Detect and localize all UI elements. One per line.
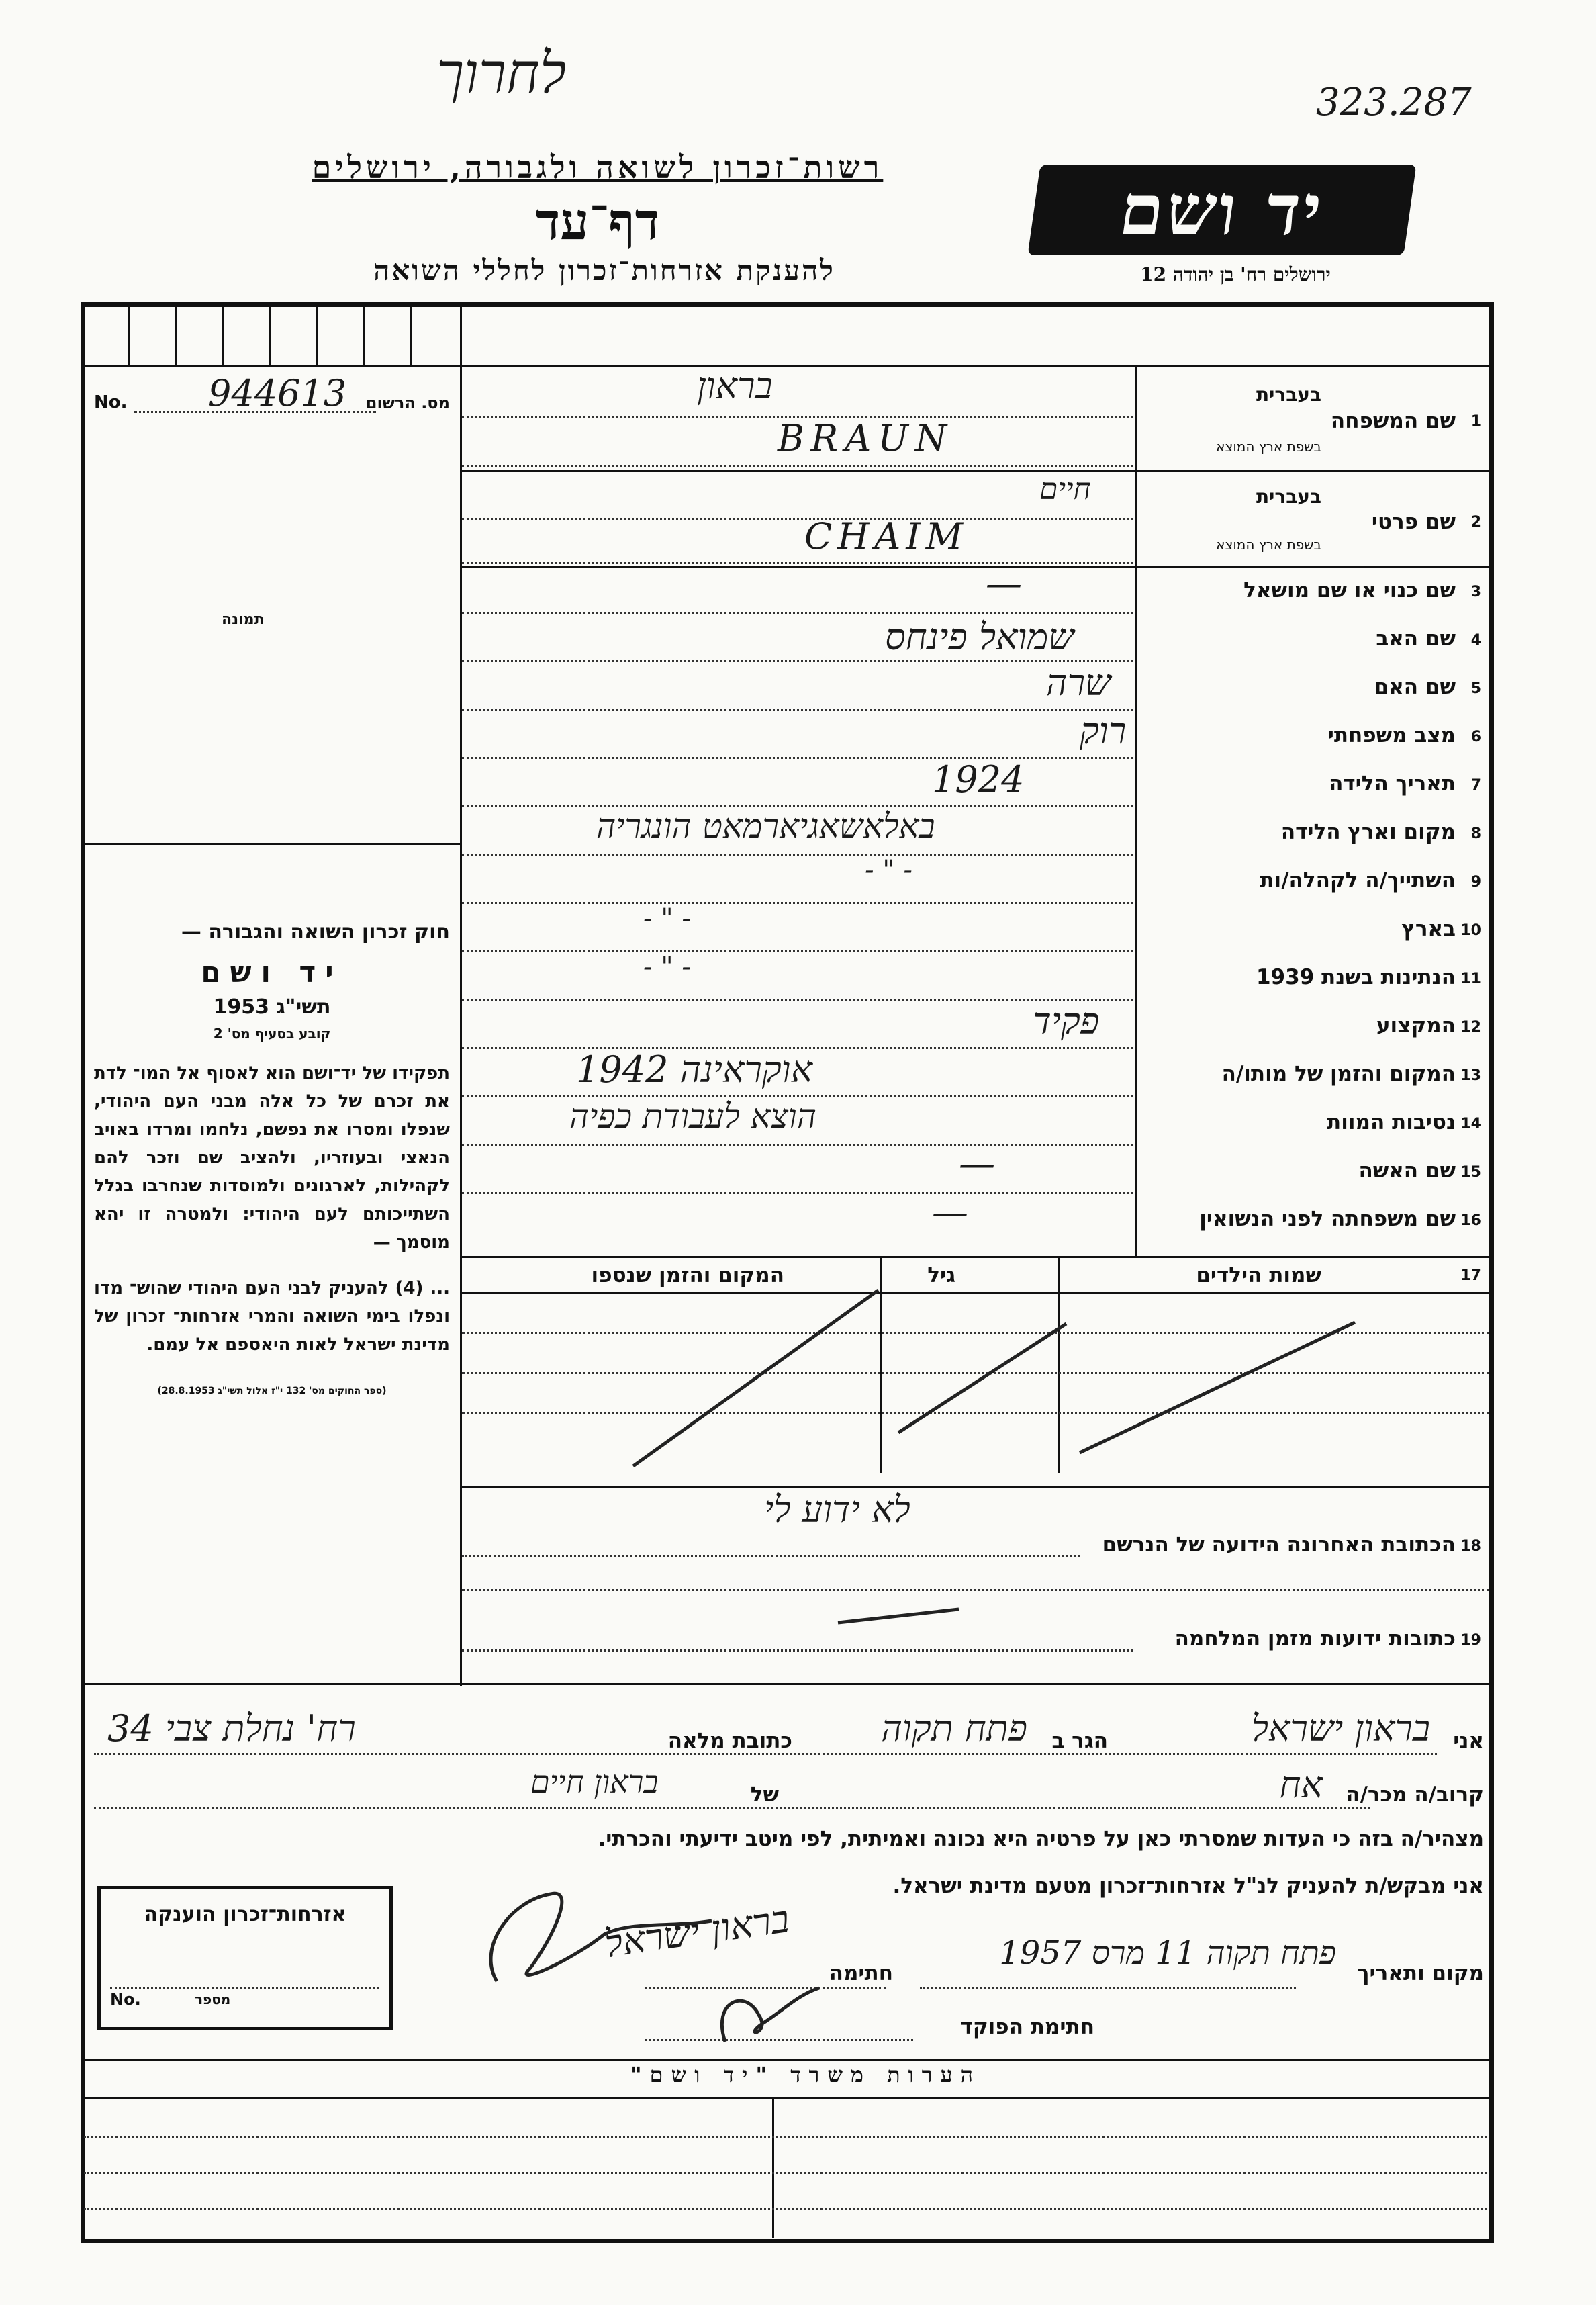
field-value-hebrew: חיים (1039, 472, 1091, 506)
signature-value: בראון ישראל (602, 1897, 792, 1967)
field-row-4: 4 שם האב שמואל פינחס (462, 616, 1489, 664)
divider (175, 302, 177, 365)
field-value: - " - (865, 855, 912, 886)
field-value: הוצא לעבודת כפיה (569, 1097, 816, 1136)
registration-label: מס. הרשום (365, 394, 450, 412)
field-label: מצב משפחתי (1327, 723, 1456, 748)
field-sublabel-hebrew: בעברית (1256, 486, 1321, 508)
children-table: 17 שמות הילדים גיל המקום והזמן שנספו (462, 1258, 1489, 1473)
war-addresses-dash (462, 1488, 1489, 1683)
law-paragraph-2: ... (4) להעניק לבני העם היהודי שהוש־ מדו ונפלו בימי השואה והמרי אזרחות־ זכרון של מדינת ישראל לאות היאספם אל עמם. (94, 1278, 450, 1355)
field-row-5: 5 שם האם שרה (462, 664, 1489, 713)
field-row-8: 8 מקום וארץ הלידה באלאשאגיארמאט הונגריה (462, 809, 1489, 858)
field-row-15: 15 שם האשה — (462, 1148, 1489, 1196)
field-label: השתייך/ה לקהלה/ות (1260, 868, 1456, 893)
field-row-13: 13 המקום והזמן של מותו/ה אוקראינה 1942 (462, 1051, 1489, 1099)
field-value: רוק (1080, 710, 1127, 752)
field-row-1: 1 שם המשפחה בעברית בשפת ארץ המוצא בראון BRAUN (462, 365, 1489, 472)
declaration-line-1 (94, 1707, 1484, 1760)
field-value: שמואל פינחס (885, 616, 1074, 658)
place-date-label: מקום ותאריך (1357, 1961, 1484, 1985)
field-label: נסיבות המוות (1327, 1110, 1456, 1134)
of-label: של (750, 1782, 779, 1807)
memorial-box (97, 1886, 393, 2030)
authority-title: רשות־זכרון לשואה ולגבורה, ירושלים (312, 149, 884, 185)
field-label: הנתינות בשנת 1939 (1256, 965, 1456, 989)
declaration-statement-2: אני מבקש/ת להעניק לנ"ל אזרחות־זכרון מטעם מדינת ישראל. (892, 1874, 1484, 1898)
officer-signature-label: חתימת הפוקד (960, 2015, 1094, 2039)
field-value: פקיד (1033, 1000, 1100, 1042)
children-place-header: המקום והזמן שנספו (591, 1263, 784, 1287)
field-label: שם האשה (1358, 1159, 1456, 1183)
field-label: תאריך הלידה (1329, 772, 1456, 796)
field-row-11: 11 הנתינות בשנת 1939 - " - (462, 954, 1489, 1003)
children-age-header: גיל (927, 1263, 955, 1287)
divider (269, 302, 271, 365)
children-names-header: שמות הילדים (1196, 1263, 1321, 1287)
law-year-hebrew: תשי"ג (276, 995, 331, 1019)
field-row-3: 3 שם כנוי או שם מושאל — (462, 568, 1489, 616)
signature-label: חתימה (829, 1961, 893, 1985)
yad-vashem-logo (1028, 165, 1417, 255)
field-value: — (986, 562, 1022, 604)
declarant-signature-flourish (470, 1881, 752, 1995)
field-label: שם האב (1376, 627, 1456, 651)
field-sublabel-origin: בשפת ארץ המוצא (1216, 537, 1321, 553)
law-title: חוק זכרון השואה והגבורה — (181, 920, 450, 944)
field-label: המקצוע (1376, 1013, 1456, 1038)
field-value-latin: CHAIM (804, 515, 969, 557)
law-year: 1953 (213, 995, 269, 1019)
field-label: שם המשפחה (1330, 409, 1456, 433)
field-value: - " - (643, 952, 691, 983)
field-sublabel-origin: בשפת ארץ המוצא (1216, 439, 1321, 455)
field-sublabel-hebrew: בעברית (1256, 383, 1321, 406)
place-date-value: פתח תקוה 11 מרס 1957 (999, 1934, 1336, 1972)
field-value: שרה (1046, 662, 1111, 704)
field-value: באלאשאגיארמאט הונגריה (596, 807, 935, 846)
field-value-hebrew: בראון (697, 365, 773, 407)
archive-number: 323.287 (1316, 81, 1472, 124)
law-clause: קובע בסעיף מס' 2 (213, 1026, 331, 1042)
field-value: אוקראינה 1942 (576, 1048, 813, 1091)
field-label: בארץ (1401, 917, 1456, 941)
logo-address: ירושלים רח' בן יהודה 12 (1140, 263, 1331, 285)
law-sidebar (94, 920, 450, 1396)
full-address-label: כתובת מלאה (667, 1729, 792, 1753)
field-row-7: 7 תאריך הלידה 1924 (462, 761, 1489, 809)
memorial-no-label: No. (110, 1990, 141, 2009)
divider (316, 302, 318, 365)
field-label: שם האם (1374, 675, 1456, 699)
full-address-value: רח' נחלת צבי 34 (107, 1707, 356, 1750)
memorial-box-title: אזרחות־זכרון הוענקה (144, 1903, 346, 1926)
field-label: המקום והזמן של מותו/ה (1221, 1062, 1456, 1086)
last-address-label: הכתובת האחרונה הידועה של הנרשם (1102, 1533, 1456, 1557)
field-value: - " - (643, 903, 691, 934)
divider (772, 2097, 774, 2238)
relative-label: קרוב/ה מכר/ה (1346, 1782, 1484, 1807)
resides-label: הגר ב (1051, 1729, 1108, 1753)
handwritten-mark: לחרוך (436, 40, 567, 106)
field-row-14: 14 נסיבות המוות הוצא לעבודת כפיה (462, 1099, 1489, 1148)
resides-value: פתח תקוה (881, 1707, 1027, 1750)
field-value: — (932, 1191, 968, 1233)
divider (410, 302, 412, 365)
declarant-name: בראון ישראל (1251, 1707, 1430, 1750)
divider (128, 302, 130, 365)
divider (363, 302, 365, 365)
field-value-latin: BRAUN (778, 417, 954, 459)
law-citation: (ספר החוקים מס' 132 י"ז אלול תשי"ג 28.8.1953) (157, 1386, 387, 1396)
law-paragraph-1: תפקידו של יד־ושם הוא לאסוף אל המו־ לדת את זכרם של כל אלה מבני העם היהודי, שנפלו ומסרו את נפשם, נלחמו ומרדו באויב הנאצי ובעוזריו, ולהציב שם וזכר להם לקהילות, לארגונים ולמוסדות שנחרבו בגלל השתייכותם לעם היהודי: ולמטרה זו יהא מוסמך — (94, 1063, 450, 1253)
remarks-title: הערות משרד "יד ושם" (630, 2062, 982, 2087)
field-row-6: 6 מצב משפחתי רוק (462, 713, 1489, 761)
form-subtitle: להענקת אזרחות־זכרון לחללי השואה (373, 254, 835, 287)
law-name: יד ושם (201, 956, 343, 989)
divider (222, 302, 224, 365)
no-label: No. (94, 392, 128, 412)
war-addresses-label: כתובות ידועות מזמן המלחמה (1174, 1627, 1456, 1651)
relative-value: אח (1279, 1764, 1323, 1806)
children-strikethrough (462, 1258, 1489, 1473)
field-label: שם פרטי (1371, 510, 1456, 534)
field-value: 1924 (932, 758, 1025, 801)
declaration-i-label: אני (1453, 1729, 1484, 1753)
field-label: שם כנוי או שם מושאל (1243, 578, 1456, 602)
form-title: דף־עד (535, 191, 660, 251)
field-row-10: 10 בארץ - " - (462, 906, 1489, 954)
field-row-16: 16 שם משפחתה לפני הנשואין — (932, 1191, 1481, 1233)
field-label: מקום וארץ הלידה (1280, 820, 1456, 844)
registration-line (94, 372, 450, 416)
field-value: — (959, 1142, 995, 1185)
logo-text: יד ושם (1115, 169, 1329, 251)
declaration-statement-1: מצהיר/ה בזה כי העדות שמסרתי כאן על פרטיה היא נכונה ואמיתית, לפי מיטב ידיעתי והכרתי. (598, 1827, 1484, 1851)
field-row-12: 12 המקצוע פקיד (462, 1003, 1489, 1051)
field-row-9: 9 השתייך/ה לקהלה/ות - " - (462, 858, 1489, 906)
photo-label: תמונה (222, 611, 265, 628)
divider (81, 843, 462, 845)
last-address-value: לא ידוע לי (764, 1488, 910, 1531)
of-value: בראון חיים (530, 1764, 659, 1800)
memorial-number-label: מספר (195, 1991, 231, 2007)
field-row-2: 2 שם פרטי בעברית בשפת ארץ המוצא חיים CHAIM (462, 472, 1489, 568)
address-section: 18 הכתובת האחרונה הידועה של הנרשם לא ידוע לי 19 כתובות ידועות מזמן המלחמה (462, 1488, 1489, 1683)
field-label: שם משפחתה לפני הנשואין (1199, 1207, 1456, 1231)
registration-value: 944613 (208, 372, 347, 414)
declaration-line-2 (94, 1766, 1484, 1813)
